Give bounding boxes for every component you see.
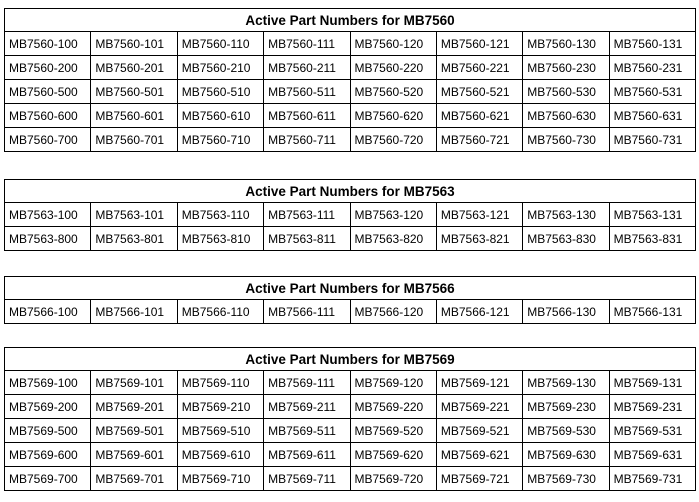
part-number-cell: MB7569-711 [264,467,350,491]
part-number-cell: MB7560-600 [5,104,91,128]
part-number-cell: MB7569-220 [350,395,436,419]
part-number-cell: MB7563-801 [91,227,177,251]
part-number-cell: MB7563-800 [5,227,91,251]
part-number-cell: MB7569-700 [5,467,91,491]
part-number-cell: MB7566-111 [264,300,350,324]
part-number-cell: MB7569-611 [264,443,350,467]
part-number-cell: MB7560-200 [5,56,91,80]
part-number-cell: MB7569-101 [91,371,177,395]
part-table-mb7566 [4,276,696,324]
table-row [5,419,696,443]
table-row [5,467,696,491]
table-row [5,104,696,128]
part-number-cell: MB7560-711 [264,128,350,152]
table-body [5,300,696,324]
part-number-cell: MB7569-221 [436,395,522,419]
table-row [5,395,696,419]
table-header-row [5,277,696,300]
table-row [5,443,696,467]
part-number-cell: MB7560-121 [436,32,522,56]
part-number-cell: MB7560-211 [264,56,350,80]
part-number-cell: MB7560-700 [5,128,91,152]
part-number-cell: MB7569-530 [523,419,609,443]
table-title: Active Part Numbers for MB7563 [5,180,696,203]
part-number-cell: MB7560-120 [350,32,436,56]
part-number-cell: MB7560-721 [436,128,522,152]
part-number-cell: MB7569-610 [177,443,263,467]
part-number-cell: MB7569-721 [436,467,522,491]
part-number-cell: MB7569-620 [350,443,436,467]
part-number-cell: MB7569-100 [5,371,91,395]
part-number-cell: MB7563-830 [523,227,609,251]
part-number-cell: MB7560-500 [5,80,91,104]
part-number-cell: MB7560-531 [609,80,695,104]
part-number-cell: MB7560-601 [91,104,177,128]
part-number-cell: MB7560-210 [177,56,263,80]
part-number-cell: MB7566-110 [177,300,263,324]
part-number-cell: MB7569-731 [609,467,695,491]
part-number-cell: MB7563-111 [264,203,350,227]
part-number-cell: MB7560-201 [91,56,177,80]
part-number-cell: MB7569-131 [609,371,695,395]
part-number-cell: MB7563-820 [350,227,436,251]
part-number-cell: MB7569-120 [350,371,436,395]
part-number-cell: MB7569-110 [177,371,263,395]
part-number-cell: MB7569-200 [5,395,91,419]
part-number-cell: MB7560-111 [264,32,350,56]
part-number-cell: MB7563-831 [609,227,695,251]
part-number-cell: MB7563-131 [609,203,695,227]
table-header-row [5,9,696,32]
part-number-cell: MB7560-101 [91,32,177,56]
part-number-cell: MB7563-821 [436,227,522,251]
part-number-cell: MB7560-131 [609,32,695,56]
part-number-cell: MB7569-701 [91,467,177,491]
part-number-cell: MB7569-500 [5,419,91,443]
table-row [5,56,696,80]
part-number-cell: MB7569-130 [523,371,609,395]
part-number-cell: MB7569-520 [350,419,436,443]
part-number-cell: MB7566-130 [523,300,609,324]
table-body [5,203,696,251]
part-number-cell: MB7569-211 [264,395,350,419]
table-row [5,32,696,56]
table-body [5,32,696,152]
part-number-cell: MB7560-610 [177,104,263,128]
part-number-cell: MB7569-521 [436,419,522,443]
part-number-cell: MB7563-121 [436,203,522,227]
part-number-cell: MB7569-631 [609,443,695,467]
part-number-cell: MB7560-520 [350,80,436,104]
table-row [5,203,696,227]
part-number-cell: MB7569-630 [523,443,609,467]
part-number-cell: MB7560-100 [5,32,91,56]
part-number-cell: MB7563-100 [5,203,91,227]
part-number-cell: MB7569-111 [264,371,350,395]
table-header-row [5,348,696,371]
part-number-cell: MB7569-601 [91,443,177,467]
part-number-cell: MB7560-130 [523,32,609,56]
part-number-cell: MB7569-710 [177,467,263,491]
table-row [5,80,696,104]
part-number-cell: MB7560-731 [609,128,695,152]
table-row [5,128,696,152]
part-number-cell: MB7563-811 [264,227,350,251]
part-number-cell: MB7560-620 [350,104,436,128]
part-number-cell: MB7569-510 [177,419,263,443]
part-number-cell: MB7563-120 [350,203,436,227]
table-title: Active Part Numbers for MB7569 [5,348,696,371]
part-number-cell: MB7566-120 [350,300,436,324]
part-number-cell: MB7569-730 [523,467,609,491]
part-number-cell: MB7560-511 [264,80,350,104]
part-number-cell: MB7560-510 [177,80,263,104]
part-number-cell: MB7563-101 [91,203,177,227]
part-number-cell: MB7569-121 [436,371,522,395]
part-number-cell: MB7563-130 [523,203,609,227]
part-number-cell: MB7569-230 [523,395,609,419]
part-number-cell: MB7566-121 [436,300,522,324]
part-number-cell: MB7569-531 [609,419,695,443]
part-number-cell: MB7560-231 [609,56,695,80]
part-number-cell: MB7560-701 [91,128,177,152]
part-number-cell: MB7560-110 [177,32,263,56]
part-number-cell: MB7569-501 [91,419,177,443]
table-row [5,371,696,395]
table-row [5,300,696,324]
part-number-cell: MB7560-521 [436,80,522,104]
part-number-cell: MB7560-501 [91,80,177,104]
part-number-cell: MB7566-100 [5,300,91,324]
part-number-cell: MB7569-210 [177,395,263,419]
part-number-cell: MB7560-230 [523,56,609,80]
part-table-mb7569 [4,347,696,491]
part-table-mb7563 [4,179,696,251]
part-number-cell: MB7560-221 [436,56,522,80]
part-number-cell: MB7560-720 [350,128,436,152]
part-number-cell: MB7569-621 [436,443,522,467]
part-number-cell: MB7569-511 [264,419,350,443]
part-number-cell: MB7563-110 [177,203,263,227]
part-number-cell: MB7569-720 [350,467,436,491]
table-title: Active Part Numbers for MB7566 [5,277,696,300]
part-number-cell: MB7563-810 [177,227,263,251]
part-number-cell: MB7569-600 [5,443,91,467]
part-number-cell: MB7569-201 [91,395,177,419]
part-number-cell: MB7560-220 [350,56,436,80]
part-number-cell: MB7560-630 [523,104,609,128]
part-number-cell: MB7560-621 [436,104,522,128]
table-body [5,371,696,491]
table-row [5,227,696,251]
part-number-cell: MB7566-101 [91,300,177,324]
table-title: Active Part Numbers for MB7560 [5,9,696,32]
part-number-cell: MB7560-631 [609,104,695,128]
part-number-cell: MB7560-730 [523,128,609,152]
part-table-mb7560 [4,8,696,152]
part-number-cell: MB7560-710 [177,128,263,152]
part-number-cell: MB7569-231 [609,395,695,419]
table-header-row [5,180,696,203]
part-number-cell: MB7566-131 [609,300,695,324]
part-number-cell: MB7560-530 [523,80,609,104]
part-number-cell: MB7560-611 [264,104,350,128]
